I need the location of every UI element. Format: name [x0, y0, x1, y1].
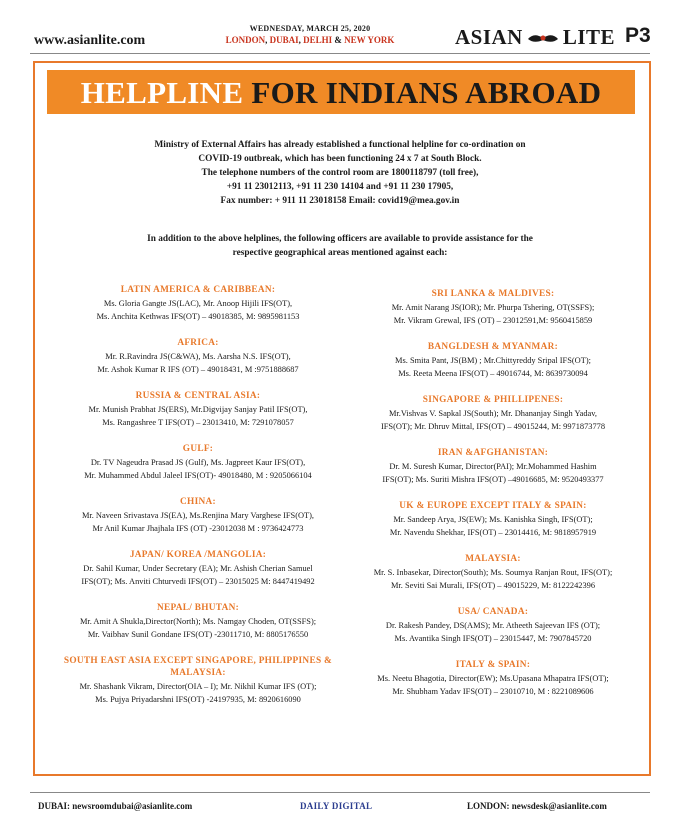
- region-line: Dr. Sahil Kumar, Under Secretary (EA); Mr. Ashish Cherian Samuel: [83, 564, 313, 573]
- region-uk-europe: [343, 500, 643, 539]
- region-line: Ms. Avantika Singh IFS(OT) – 23015447, M: 7907845720: [394, 633, 592, 643]
- intro-line: respective geographical areas mentioned against each:: [232, 248, 448, 258]
- region-singapore-philippines: [343, 394, 643, 433]
- region-title: ITALY & SPAIN:: [455, 660, 531, 670]
- top-divider: [30, 53, 650, 54]
- region-line: IFS(OT); Mr. Dhruv Mittal, IFS(OT) – 49015244, M: 9971873778: [380, 421, 606, 431]
- intro-line: COVID-19 outbreak, which has been functioning 24 x 7 at South Block.: [198, 154, 482, 164]
- region-line: Ms. Pujya Priyadarshni IFS(OT) -24197935, M: 8920616090: [95, 694, 301, 704]
- footer-london-email[interactable]: LONDON: newsdesk@asianlite.com: [467, 801, 607, 811]
- brand-logo[interactable]: [455, 25, 615, 50]
- intro-paragraph-2: [70, 232, 610, 260]
- region-sri-lanka-maldives: [343, 288, 643, 327]
- region-line: Mr. Amit A Shukla,Director(North); Ms. Namgay Choden, OT(SSFS);: [79, 617, 317, 626]
- region-title: SINGAPORE & PHILLIPENES:: [422, 395, 564, 405]
- region-line: Mr. Vikram Grewal, IFS (OT) – 23012591,M: 9560415859: [393, 315, 593, 325]
- region-line: Ms. Reeta Meena IFS(OT) – 49016744, M: 8639730094: [398, 368, 588, 378]
- region-africa: [48, 337, 348, 376]
- region-line: Mr. Seviti Sai Murali, IFS(OT) – 49015229, M: 8122242396: [390, 580, 596, 590]
- region-line: Mr. Sandeep Arya, JS(EW); Ms. Kanishka Singh, IFS(OT);: [393, 515, 593, 524]
- region-title: SRI LANKA & MALDIVES:: [431, 289, 555, 299]
- headline-banner: [47, 70, 635, 114]
- region-line: IFS(OT); Ms. Anviti Chturvedi IFS(OT) – 23015025 M: 8447419492: [81, 576, 315, 586]
- region-line: Mr. Naveen Srivastava JS(EA), Ms.Renjina Mary Varghese IFS(OT),: [81, 511, 315, 520]
- intro-line: +91 11 23012113, +91 11 230 14104 and +91 11 230 17905,: [226, 182, 454, 192]
- region-title: RUSSIA & CENTRAL ASIA:: [135, 391, 261, 401]
- region-nepal-bhutan: [48, 602, 348, 641]
- region-usa-canada: [343, 606, 643, 645]
- site-url[interactable]: www.asianlite.com: [34, 33, 146, 48]
- region-title: UK & EUROPE EXCEPT ITALY & SPAIN:: [399, 501, 587, 511]
- region-title: JAPAN/ KOREA /MANGOLIA:: [129, 550, 267, 560]
- region-line: Mr. R.Ravindra JS(C&WA), Ms. Aarsha N.S. IFS(OT),: [105, 352, 291, 361]
- date-block: [200, 24, 420, 45]
- region-iran-afghanistan: [343, 447, 643, 486]
- regions-left-column: [48, 284, 348, 720]
- region-title: GULF:: [182, 444, 214, 454]
- region-malaysia: [343, 553, 643, 592]
- region-title: IRAN &AFGHANISTAN:: [437, 448, 549, 458]
- region-line: Mr. Navendu Shekhar, IFS(OT) – 23014416, M: 9818957919: [389, 527, 597, 537]
- city-dubai: DUBAI: [269, 35, 299, 45]
- region-title: LATIN AMERICA & CARIBBEAN:: [120, 285, 276, 295]
- region-japan-korea-mongolia: [48, 549, 348, 588]
- region-line: Dr. TV Nageudra Prasad JS (Gulf), Ms. Jagpreet Kaur IFS(OT),: [90, 458, 306, 467]
- region-line: Mr. Shubham Yadav IFS(OT) – 23010710, M : 8221089606: [392, 686, 594, 696]
- region-title: NEPAL/ BHUTAN:: [156, 603, 240, 613]
- publication-date: WEDNESDAY, MARCH 25, 2020: [249, 24, 371, 33]
- region-line: Mr. S. Inbasekar, Director(South); Ms. Soumya Ranjan Rout, IFS(OT);: [373, 568, 613, 577]
- city-delhi: DELHI: [303, 35, 333, 45]
- brand-word-right: LITE: [562, 25, 616, 49]
- region-line: Ms. Anchita Kethwas IFS(OT) – 49018385, M: 9895981153: [96, 311, 300, 321]
- region-line: Ms. Gloria Gangte JS(LAC), Mr. Anoop Hijili IFS(OT),: [103, 299, 293, 308]
- intro-line: Ministry of External Affairs has already established a functional helpline for co-ordination on: [154, 140, 526, 150]
- page-number: P3: [625, 24, 651, 47]
- region-title: SOUTH EAST ASIA EXCEPT SINGAPORE, PHILIPPINES & MALAYSIA:: [63, 656, 333, 678]
- footer-dubai-email[interactable]: DUBAI: newsroomdubai@asianlite.com: [38, 801, 193, 811]
- headline: [80, 74, 602, 110]
- region-line: Mr.Vishvas V. Sapkal JS(South); Mr. Dhananjay Singh Yadav,: [388, 409, 598, 418]
- city-new-york: NEW YORK: [344, 35, 395, 45]
- intro-paragraph: [70, 138, 610, 208]
- region-line: Mr. Shashank Vikram, Director(OIA – I); Mr. Nikhil Kumar IFS (OT);: [79, 682, 317, 691]
- region-line: Mr. Vaibhav Sunil Gondane IFS(OT) -23011710, M: 8805176550: [87, 629, 309, 639]
- region-line: Dr. M. Suresh Kumar, Director(PAI); Mr.Mohammed Hashim: [389, 462, 597, 471]
- city-london: LONDON: [225, 35, 266, 45]
- bottom-divider: [30, 792, 650, 793]
- edition-cities: LONDON, DUBAI, DELHI & NEW YORK: [225, 35, 395, 45]
- region-south-east-asia: [48, 655, 348, 706]
- region-line: Mr. Munish Prabhat JS(ERS), Mr.Digvijay Sanjay Patil IFS(OT),: [88, 405, 308, 414]
- region-bangladesh-myanmar: [343, 341, 643, 380]
- headline-word-helpline: HELPLINE: [80, 74, 244, 110]
- regions-right-column: [343, 288, 643, 712]
- region-title: BANGLDESH & MYANMAR:: [427, 342, 559, 352]
- region-title: AFRICA:: [177, 338, 219, 348]
- region-line: Mr. Ashok Kumar R IFS (OT) – 49018431, M :9751888687: [97, 364, 299, 374]
- masthead: [0, 0, 681, 54]
- region-line: Ms. Smita Pant, JS(BM) ; Mr.Chittyreddy Sripal IFS(OT);: [395, 356, 591, 365]
- region-title: MALAYSIA:: [465, 554, 521, 564]
- intro-line: In addition to the above helplines, the following officers are available to provide assistance for the: [147, 234, 533, 244]
- region-line: Mr. Muhammed Abdul Jaleel IFS(OT)- 49018480, M : 9205066104: [84, 470, 312, 480]
- region-latin-america: [48, 284, 348, 323]
- region-line: IFS(OT); Ms. Suriti Mishra IFS(OT) –49016685, M: 9520493377: [382, 474, 604, 484]
- brand-word-left: ASIAN: [455, 25, 523, 49]
- region-russia-central-asia: [48, 390, 348, 429]
- intro-line: The telephone numbers of the control room are 1800118797 (toll free),: [201, 168, 479, 178]
- region-line: Ms. Neetu Bhagotia, Director(EW); Ms.Upasana Mhapatra IFS(OT);: [377, 674, 609, 683]
- intro-line-contact: Fax number: + 911 11 23018158 Email: covid19@mea.gov.in: [220, 196, 460, 206]
- region-line: Dr. Rakesh Pandey, DS(AMS); Mr. Atheeth Sajeevan IFS (OT);: [385, 621, 601, 630]
- region-china: [48, 496, 348, 535]
- region-gulf: [48, 443, 348, 482]
- region-line: Mr Anil Kumar Jhajhala IFS (OT) -23012038 M : 9736424773: [92, 523, 304, 533]
- region-line: Mr. Amit Narang JS(IOR); Mr. Phurpa Tshering, OT(SSFS);: [391, 303, 595, 312]
- footer-edition-label: DAILY DIGITAL: [300, 801, 373, 811]
- brand-emblem-icon: [526, 30, 560, 46]
- headline-rest: FOR INDIANS ABROAD: [251, 74, 602, 110]
- region-line: Ms. Rangashree T IFS(OT) – 23013410, M: 7291078057: [102, 417, 294, 427]
- footer: [0, 798, 681, 818]
- region-title: USA/ CANADA:: [457, 607, 529, 617]
- region-italy-spain: [343, 659, 643, 698]
- region-title: CHINA:: [180, 497, 216, 507]
